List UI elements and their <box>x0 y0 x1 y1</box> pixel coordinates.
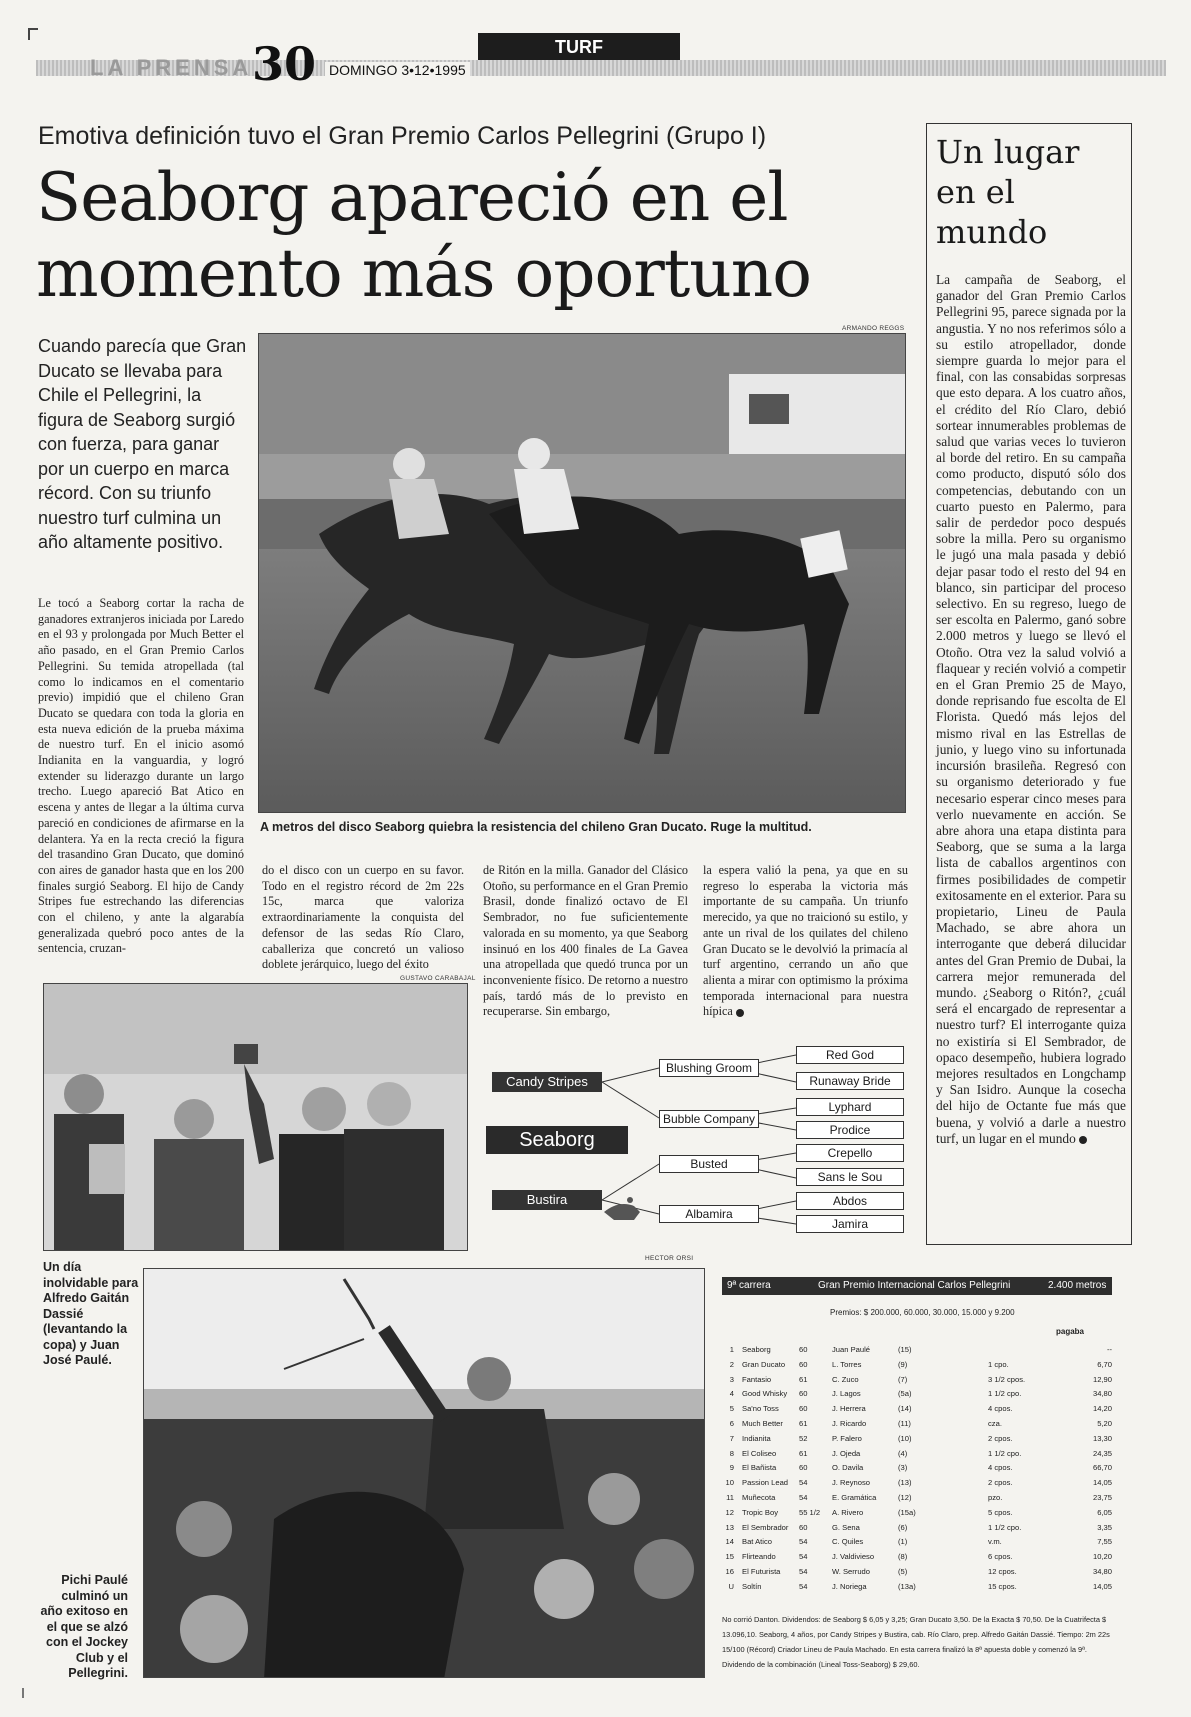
result-pos: 8 <box>729 1448 734 1458</box>
pedigree-horse: Seaborg <box>486 1126 628 1154</box>
result-pos: 12 <box>725 1507 734 1517</box>
result-kg: 52 <box>799 1433 808 1443</box>
table-row <box>722 1447 1122 1462</box>
table-row <box>722 1402 1122 1417</box>
table-row <box>722 1343 1122 1358</box>
main-headline: Seaborg apareció en el momento más oportuno <box>36 159 812 312</box>
table-row <box>722 1506 1122 1521</box>
result-jockey: C. Quiles <box>832 1537 864 1547</box>
result-jockey: A. Rivero <box>832 1507 864 1517</box>
result-pos: 4 <box>729 1389 734 1399</box>
result-pay: 23,75 <box>1092 1492 1112 1502</box>
article-column-3: de Ritón en la milla. Ganador del Clásico Otoño, su performance en el Gran Premio Brasil, donde finalizó octavo de El Sembrador, no fue suficientemente valorada en su momento, ya que Seaborg insinuó en los 400 finales de La Gavea una atropellada que quedó trunca por un inconveniente físico. De retorno a nuestro país, tardó más de lo previsto en recuperarse. Sin embargo, <box>483 863 688 1019</box>
result-post: (10) <box>898 1433 912 1443</box>
result-horse: Gran Ducato <box>742 1359 786 1369</box>
result-pos: 3 <box>729 1374 734 1384</box>
result-post: (5) <box>898 1566 908 1576</box>
result-kg: 60 <box>799 1522 808 1532</box>
result-horse: Much Better <box>742 1418 783 1428</box>
trophy-photo-caption: Un día inolvidable para Alfredo Gaitán Dassié (levantando la copa) y Juan José Paulé. <box>43 1260 139 1367</box>
lead-paragraph: Cuando parecía que Gran Ducato se llevaba para Chile el Pellegrini, la figura de Seaborg surgió con fuerza, para ganar por un cuerpo en marca récord. Con su triunfo nuestro turf culmina un año altamente positivo. <box>38 336 247 552</box>
result-margin: 4 cpos. <box>988 1463 1013 1473</box>
result-post: (13a) <box>898 1581 916 1591</box>
result-margin: 12 cpos. <box>988 1566 1017 1576</box>
result-post: (8) <box>898 1552 908 1562</box>
result-horse: Indianita <box>742 1433 771 1443</box>
result-post: (13) <box>898 1478 912 1488</box>
result-kg: 54 <box>799 1492 808 1502</box>
result-jockey: J. Valdivieso <box>832 1552 875 1562</box>
result-kg: 61 <box>799 1418 808 1428</box>
result-margin: 5 cpos. <box>988 1507 1013 1517</box>
result-jockey: C. Zuco <box>832 1374 859 1384</box>
table-row <box>722 1521 1122 1536</box>
result-jockey: J. Herrera <box>832 1404 866 1414</box>
result-jockey: L. Torres <box>832 1359 862 1369</box>
result-kg: 61 <box>799 1448 808 1458</box>
table-row <box>722 1358 1122 1373</box>
table-row <box>722 1535 1122 1550</box>
result-jockey: Juan Paulé <box>832 1345 870 1354</box>
result-horse: El Bañista <box>742 1463 777 1473</box>
result-post: (7) <box>898 1374 908 1384</box>
pedigree-sire: Candy Stripes <box>492 1072 602 1092</box>
main-photo-caption: A metros del disco Seaborg quiebra la resistencia del chileno Gran Ducato. Ruge la multitud. <box>260 820 812 834</box>
result-post: (5a) <box>898 1389 912 1399</box>
result-jockey: J. Noriega <box>832 1581 867 1591</box>
result-pos: 9 <box>729 1463 734 1473</box>
result-kg: 60 <box>799 1345 808 1354</box>
result-margin: cza. <box>988 1418 1002 1428</box>
pedigree-great-6: Sans le Sou <box>796 1168 904 1186</box>
pedigree-great-5: Crepello <box>796 1144 904 1162</box>
result-jockey: J. Ricardo <box>832 1418 867 1428</box>
pedigree-great-2: Runaway Bride <box>796 1072 904 1090</box>
result-pay: 6,70 <box>1097 1359 1112 1369</box>
race-prizes: Premios: $ 200.000, 60.000, 30.000, 15.000 y 9.200 <box>830 1308 1015 1317</box>
result-horse: Bat Atico <box>742 1537 772 1547</box>
result-post: (3) <box>898 1463 908 1473</box>
pedigree-great-8: Jamira <box>796 1215 904 1233</box>
race-event: Gran Premio Internacional Carlos Pellegrini <box>818 1280 1011 1291</box>
result-kg: 61 <box>799 1374 808 1384</box>
pedigree-great-3: Lyphard <box>796 1098 904 1116</box>
result-kg: 54 <box>799 1581 808 1591</box>
result-margin: 2 cpos. <box>988 1433 1013 1443</box>
result-post: (9) <box>898 1359 908 1369</box>
sidebar-title: Un lugar en el mundo <box>936 133 1080 251</box>
result-pay: 34,80 <box>1092 1389 1112 1399</box>
result-margin: 15 cpos. <box>988 1581 1017 1591</box>
result-post: (6) <box>898 1522 908 1532</box>
result-pos: 7 <box>729 1433 734 1443</box>
pedigree-sire-sire: Blushing Groom <box>659 1059 759 1077</box>
result-pos: 11 <box>726 1492 734 1502</box>
result-pos: 16 <box>725 1566 734 1576</box>
result-pay: 5,20 <box>1097 1418 1112 1428</box>
result-margin: 4 cpos. <box>988 1404 1013 1414</box>
sidebar-end-bullet-icon <box>1079 1136 1087 1144</box>
result-kg: 54 <box>799 1537 808 1547</box>
corner-crop-mark <box>28 28 38 40</box>
photo-credit-trophy: GUSTAVO CARABAJAL <box>400 975 476 982</box>
pedigree-great-1: Red God <box>796 1046 904 1064</box>
race-number: 9ª carrera <box>727 1280 771 1291</box>
result-jockey: J. Ojeda <box>832 1448 861 1458</box>
result-pos: 13 <box>725 1522 734 1532</box>
sidebar-body-text: La campaña de Seaborg, el ganador del Gran Premio Carlos Pellegrini 95, parece signada por la angustia. Y no nos referimos sólo a su estilo atropellador, donde siempre guarda lo mejor para el final, con las consabidas sorpresas que esto depara. A los cuatro años, el crédito del Río Claro, debió sortear innumerables problemas de salud que varias veces lo tuvieron al borde del retiro. En su campaña como producto, disputó sólo dos competencias, debutando con un cuarto puesto en Palermo, para salir de perdedor poco después sobre la milla. Pero su organismo le jugó una mala pasada y debió dejar pasar todo el resto del 94 en blanco, sin participar del proceso selectivo. En su regreso, luego de ser escolta en Palermo, ganó sobre 2.000 metros y luego se llevó el Otoño. Otra vez la salud volvió a flaquear y recién volvió a competir en el Gran Premio 25 de Mayo, donde reprisando fue escolta de El Florista. Quedó más lejos del mismo rival en las Estrellas de junio, y luego vino su infortunada incursión brasileña. Regresó con su organismo deteriorado y fue necesario esperar cinco meses para verlo nuevamente en acción. Se abre ahora una etapa distinta para Seaborg, que se suma a la larga lista de caballos argentinos con firmes posibilidades de competir exitosamente en el exterior. Para su propietario, Lineu de Paula Machado, se abre ahora un interrogante que deberá dilucidar antes del Gran Premio de Dubai, la carrera mejor remunerada del mundo. ¿Seaborg o Ritón?, ¿cuál será el encargado de representar a nuestro turf? El interrogante quiza no existiría si El Sembrador, de opaco desempeño, hubiera logrado mejores resultados en Longchamp y San Isidro. Aunque la cosecha del hijo de Octante fue más que buena, y volvió a darle a nuestro turf, un lugar en el mundo <box>936 272 1126 1146</box>
result-horse: El Futurista <box>742 1566 781 1576</box>
result-jockey: P. Falero <box>832 1433 862 1443</box>
race-distance: 2.400 metros <box>1048 1280 1107 1291</box>
pedigree-dam-dam: Albamira <box>659 1205 759 1223</box>
result-horse: Passion Lead <box>742 1478 789 1488</box>
result-post: (11) <box>898 1418 911 1428</box>
result-horse: El Sembrador <box>742 1522 789 1532</box>
pay-column-header: pagaba <box>1056 1327 1085 1336</box>
result-margin: 1 1/2 cpo. <box>988 1448 1022 1458</box>
sidebar-body <box>936 272 1126 1147</box>
result-pay: 14,20 <box>1092 1404 1112 1414</box>
issue-date: DOMINGO 3•12•1995 <box>325 62 470 78</box>
results-header <box>722 1277 1112 1295</box>
article-column-4-text: la espera valió la pena, ya que en su regreso lo esperaba la victoria más importante de su campaña. Un triunfo merecido, ya que no traicionó su estilo, y ante un rival de los quilates del chileno Gran Ducato se le devolvió la primacía al turf argentino, cerrando un año que alienta a mirar con optimismo la próxima temporada internacional para nuestra hípica <box>703 863 908 1019</box>
jockey-photo-caption: Pichi Paulé culminó un año exitoso en el que se alzó con el Jockey Club y el Pellegrini. <box>40 1573 128 1680</box>
result-margin: 3 1/2 cpos. <box>988 1374 1026 1384</box>
table-row <box>722 1580 1122 1595</box>
result-pos: 6 <box>729 1418 734 1428</box>
article-column-1: Le tocó a Seaborg cortar la racha de ganadores extranjeros iniciada por Laredo en el 93 y prolongada por Much Better el año pasado, en el Gran Premio Carlos Pellegrini. Su temida atropellada (tal como lo indicamos en el comentario previo) impidió que el chileno Gran Ducato se quedara con toda la gloria en esta nueva edición de la prueba máxima de nuestro turf. En el inicio asomó Indianita en la vanguardia, y logró extender su liderazgo durante un largo trecho. Luego apareció Bat Atico en escena y antes de llegar a la última curva pareció en condiciones de afirmarse en la delantera. Ya en la recta creció la figura del trasandino Gran Ducato, que dominó con aires de ganador hasta que en los 200 finales surgió Seaborg. El hijo de Candy Stripes fue estrechando las diferencias con el chileno, y ante la algarabía generalizada quebró poco antes de la sentencia, cruzan- <box>38 596 244 956</box>
result-pay: 12,90 <box>1092 1374 1112 1384</box>
result-horse: Good Whisky <box>742 1389 788 1399</box>
result-margin: 2 cpos. <box>988 1478 1013 1488</box>
table-row <box>722 1565 1122 1580</box>
pedigree-chart <box>484 1040 908 1250</box>
pedigree-dam: Bustira <box>492 1190 602 1210</box>
pedigree-great-4: Prodice <box>796 1121 904 1139</box>
result-horse: Seaborg <box>742 1345 771 1354</box>
result-margin: v.m. <box>988 1537 1002 1547</box>
result-kg: 60 <box>799 1359 808 1369</box>
table-row <box>722 1550 1122 1565</box>
margin-mark <box>22 1688 24 1698</box>
result-pos: 1 <box>729 1345 734 1354</box>
trophy-celebration-photo <box>43 983 468 1251</box>
result-pay: 24,35 <box>1092 1448 1112 1458</box>
result-pay: 14,05 <box>1092 1581 1112 1591</box>
result-post: (15a) <box>898 1507 916 1517</box>
result-kg: 55 1/2 <box>799 1507 821 1517</box>
result-kg: 54 <box>799 1566 808 1576</box>
table-row <box>722 1387 1122 1402</box>
table-row <box>722 1373 1122 1388</box>
results-footnote: No corrió Danton. Dividendos: de Seaborg $ 6,05 y 3,25; Gran Ducato 3,50. De la Exacta $ 70,50. De la Cuatrifecta $ 13.096,10. Seaborg, 4 años, por Candy Stripes y Bustira, cab. Río Claro, prep. Alfredo Gaitán Dassié. Tiempo: 2m 22s 15/100 (Récord) Criador Lineu de Paula Machado. En esta carrera finalizó la 8ª apuesta doble y comenzó la 9ª. Dividendo de la combinación (Lineal Toss-Seaborg) $ 29,60. <box>722 1615 1110 1669</box>
result-pos: 14 <box>725 1537 734 1547</box>
table-row <box>722 1417 1122 1432</box>
result-jockey: W. Serrudo <box>832 1566 870 1576</box>
kicker-headline: Emotiva definición tuvo el Gran Premio Carlos Pellegrini (Grupo I) <box>38 122 767 150</box>
article-column-2: do el disco con un cuerpo en su favor. Todo en el registro récord de 2m 22s 15c, marca que valoriza extraordinariamente la conquista del defensor de las sedas Río Claro, caballeriza que concretó un valioso doblete jerárquico, luego del éxito <box>262 863 464 972</box>
table-row <box>722 1491 1122 1506</box>
table-row <box>722 1476 1122 1491</box>
pedigree-dam-sire: Busted <box>659 1155 759 1173</box>
result-margin: 1 1/2 cpo. <box>988 1522 1022 1532</box>
photo-credit-main: ARMANDO REGGS <box>842 325 905 332</box>
result-jockey: G. Sena <box>832 1522 860 1532</box>
result-kg: 60 <box>799 1389 808 1399</box>
result-pay: 7,55 <box>1097 1537 1112 1547</box>
result-jockey: O. Davila <box>832 1463 864 1473</box>
result-pay: 3,35 <box>1097 1522 1112 1532</box>
end-bullet-icon <box>736 1009 744 1017</box>
race-finish-photo <box>258 333 906 813</box>
table-row <box>722 1432 1122 1447</box>
result-horse: Fantasio <box>742 1374 772 1384</box>
result-pay: 13,30 <box>1092 1433 1112 1443</box>
result-pos: 2 <box>729 1359 734 1369</box>
result-post: (14) <box>898 1404 912 1414</box>
result-jockey: J. Reynoso <box>832 1478 870 1488</box>
result-horse: Tropic Boy <box>742 1507 779 1517</box>
result-kg: 54 <box>799 1552 808 1562</box>
result-pay: 6,05 <box>1097 1507 1112 1517</box>
result-post: (4) <box>898 1448 908 1458</box>
result-jockey: J. Lagos <box>832 1389 861 1399</box>
result-pos: 10 <box>725 1478 734 1488</box>
result-margin: pzo. <box>988 1492 1003 1502</box>
result-pay: 34,80 <box>1092 1566 1112 1576</box>
result-horse: Sa'no Toss <box>742 1404 779 1414</box>
page-number: 30 <box>252 37 317 91</box>
result-pay: -- <box>1106 1345 1112 1354</box>
pedigree-great-7: Abdos <box>796 1192 904 1210</box>
result-horse: El Coliseo <box>742 1448 777 1458</box>
result-kg: 60 <box>799 1404 808 1414</box>
result-horse: Muñecota <box>742 1492 776 1502</box>
result-kg: 60 <box>799 1463 808 1473</box>
result-pos: 5 <box>729 1404 734 1414</box>
result-pos: 15 <box>725 1552 734 1562</box>
result-margin: 6 cpos. <box>988 1552 1013 1562</box>
results-table <box>722 1343 1122 1595</box>
result-horse: Flirteando <box>742 1552 776 1562</box>
result-post: (15) <box>898 1345 912 1354</box>
result-pos: U <box>728 1581 734 1591</box>
result-pay: 10,20 <box>1092 1552 1112 1562</box>
result-margin: 1 1/2 cpo. <box>988 1389 1022 1399</box>
masthead-logo: LA PRENSA <box>90 55 253 80</box>
result-pay: 66,70 <box>1092 1463 1112 1473</box>
result-margin: 1 cpo. <box>988 1359 1009 1369</box>
section-label: TURF <box>478 33 680 61</box>
photo-credit-pedigree: HECTOR ORSI <box>645 1255 694 1262</box>
result-horse: Soltín <box>742 1581 762 1591</box>
pedigree-sire-dam: Bubble Company <box>659 1110 759 1128</box>
result-jockey: E. Gramática <box>832 1492 877 1502</box>
result-post: (1) <box>898 1537 908 1547</box>
table-row <box>722 1461 1122 1476</box>
result-post: (12) <box>898 1492 912 1502</box>
article-column-4 <box>703 863 908 1020</box>
result-pay: 14,05 <box>1092 1478 1112 1488</box>
result-kg: 54 <box>799 1478 808 1488</box>
jockey-celebration-photo <box>143 1268 705 1678</box>
